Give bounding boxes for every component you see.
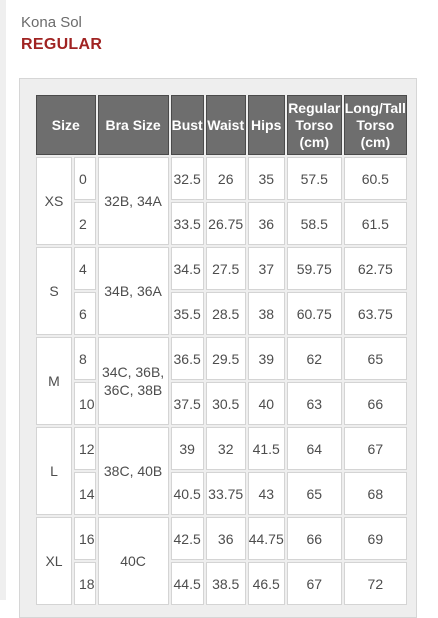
size-cell: L (36, 427, 72, 515)
header-size: Size (36, 95, 96, 155)
header-long-tall-torso (344, 95, 407, 155)
regular-torso-cell: 66 (287, 517, 342, 560)
hips-cell: 36 (248, 202, 285, 245)
hips-cell: 35 (248, 157, 285, 200)
numeric-size-cell: 12 (74, 427, 96, 470)
header-row (36, 95, 407, 155)
bra-size-line: 34C, 36B, (101, 364, 165, 380)
bra-size-cell (98, 157, 169, 245)
size-chart-table (34, 93, 409, 607)
numeric-size-cell: 6 (74, 292, 96, 335)
long-tall-torso-cell: 62.75 (344, 247, 407, 290)
hips-cell: 41.5 (248, 427, 285, 470)
bra-size-line: 36C, 38B (103, 382, 163, 398)
hips-cell: 43 (248, 472, 285, 515)
header-line: Regular (288, 99, 341, 116)
bust-cell: 33.5 (171, 202, 204, 245)
header-line: Torso (295, 116, 334, 133)
header-line: (cm) (360, 133, 391, 150)
product-name: Kona Sol (21, 14, 82, 31)
header-line: Torso (356, 116, 395, 133)
bust-cell: 40.5 (171, 472, 204, 515)
regular-torso-cell: 62 (287, 337, 342, 380)
hips-cell: 44.75 (248, 517, 285, 560)
table-row (36, 247, 407, 290)
long-tall-torso-cell: 61.5 (344, 202, 407, 245)
regular-torso-cell: 57.5 (287, 157, 342, 200)
bra-size-line: 40C (120, 553, 146, 569)
long-tall-torso-cell: 72 (344, 562, 407, 605)
waist-cell: 38.5 (206, 562, 246, 605)
long-tall-torso-cell: 63.75 (344, 292, 407, 335)
waist-cell: 32 (206, 427, 246, 470)
bust-cell: 42.5 (171, 517, 204, 560)
header-line: (cm) (299, 133, 330, 150)
header-waist: Waist (206, 95, 246, 155)
numeric-size-cell: 0 (74, 157, 96, 200)
header-regular-torso (287, 95, 342, 155)
bust-cell: 35.5 (171, 292, 204, 335)
hips-cell: 38 (248, 292, 285, 335)
numeric-size-cell: 16 (74, 517, 96, 560)
bra-size-line: 38C, 40B (103, 463, 163, 479)
header-bra-size: Bra Size (98, 95, 169, 155)
table-row (36, 202, 407, 245)
bust-cell: 44.5 (171, 562, 204, 605)
long-tall-torso-cell: 60.5 (344, 157, 407, 200)
size-cell: M (36, 337, 72, 425)
bra-size-cell (98, 337, 169, 425)
bra-size-cell (98, 427, 169, 515)
hips-cell: 37 (248, 247, 285, 290)
size-cell: S (36, 247, 72, 335)
regular-torso-cell: 65 (287, 472, 342, 515)
regular-torso-cell: 60.75 (287, 292, 342, 335)
waist-cell: 30.5 (206, 382, 246, 425)
long-tall-torso-cell: 65 (344, 337, 407, 380)
waist-cell: 26.75 (206, 202, 246, 245)
long-tall-torso-cell: 66 (344, 382, 407, 425)
bust-cell: 32.5 (171, 157, 204, 200)
bra-size-cell (98, 517, 169, 605)
fit-label: REGULAR (21, 36, 103, 53)
waist-cell: 36 (206, 517, 246, 560)
numeric-size-cell: 18 (74, 562, 96, 605)
regular-torso-cell: 58.5 (287, 202, 342, 245)
bust-cell: 34.5 (171, 247, 204, 290)
table-row (36, 292, 407, 335)
table-row (36, 427, 407, 470)
waist-cell: 27.5 (206, 247, 246, 290)
waist-cell: 26 (206, 157, 246, 200)
header-bust: Bust (171, 95, 204, 155)
hips-cell: 39 (248, 337, 285, 380)
numeric-size-cell: 8 (74, 337, 96, 380)
table-row (36, 562, 407, 605)
bra-size-line: 32B, 34A (104, 193, 162, 209)
bra-size-cell (98, 247, 169, 335)
bust-cell: 37.5 (171, 382, 204, 425)
header-line: Long/Tall (344, 99, 406, 116)
table-row (36, 157, 407, 200)
long-tall-torso-cell: 68 (344, 472, 407, 515)
bust-cell: 36.5 (171, 337, 204, 380)
table-row (36, 517, 407, 560)
table-row (36, 382, 407, 425)
numeric-size-cell: 2 (74, 202, 96, 245)
numeric-size-cell: 4 (74, 247, 96, 290)
long-tall-torso-cell: 67 (344, 427, 407, 470)
size-cell: XS (36, 157, 72, 245)
waist-cell: 28.5 (206, 292, 246, 335)
waist-cell: 33.75 (206, 472, 246, 515)
left-divider (0, 0, 6, 600)
table-row (36, 472, 407, 515)
size-cell: XL (36, 517, 72, 605)
bra-size-line: 34B, 36A (104, 283, 162, 299)
regular-torso-cell: 64 (287, 427, 342, 470)
hips-cell: 40 (248, 382, 285, 425)
regular-torso-cell: 59.75 (287, 247, 342, 290)
header-hips: Hips (248, 95, 285, 155)
numeric-size-cell: 14 (74, 472, 96, 515)
regular-torso-cell: 63 (287, 382, 342, 425)
hips-cell: 46.5 (248, 562, 285, 605)
bust-cell: 39 (171, 427, 204, 470)
regular-torso-cell: 67 (287, 562, 342, 605)
long-tall-torso-cell: 69 (344, 517, 407, 560)
waist-cell: 29.5 (206, 337, 246, 380)
table-row (36, 337, 407, 380)
numeric-size-cell: 10 (74, 382, 96, 425)
